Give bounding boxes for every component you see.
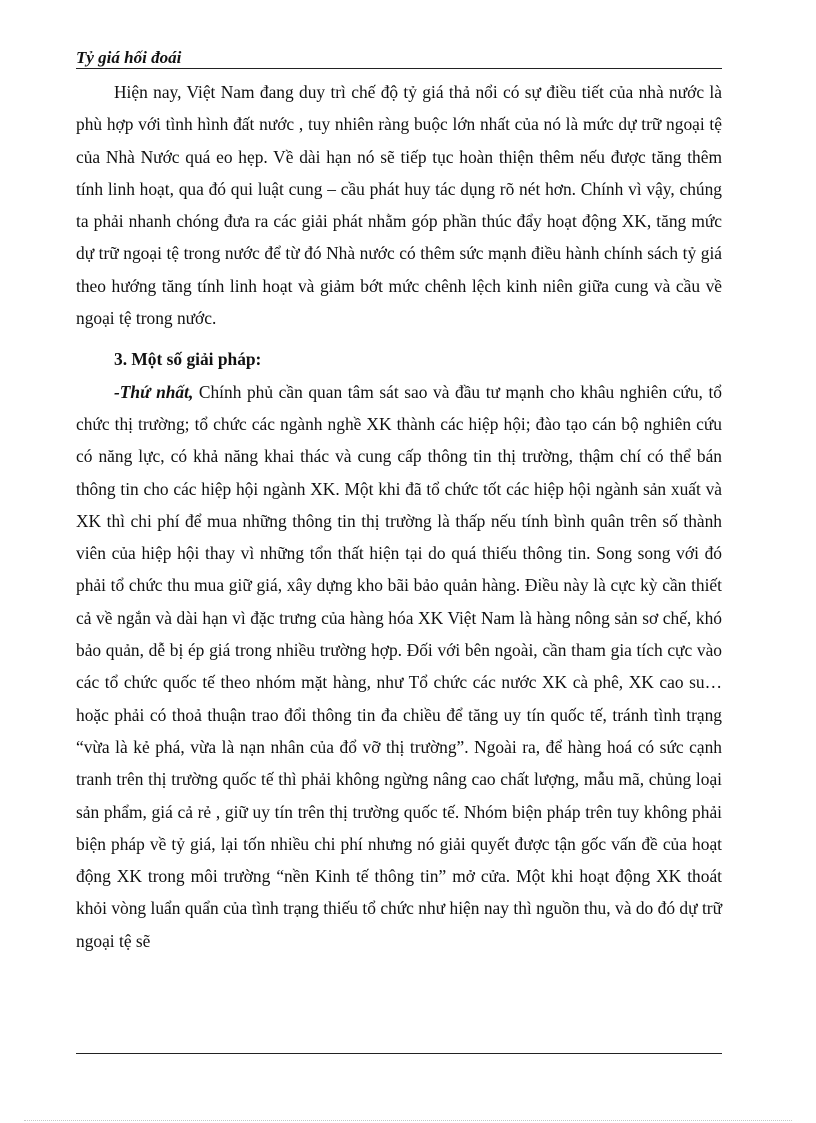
page-edge — [24, 1120, 792, 1121]
paragraph-lead: -Thứ nhất, — [114, 381, 194, 402]
paragraph-intro: Hiện nay, Việt Nam đang duy trì chế độ tỷ giá thả nổi có sự điều tiết của nhà nước là phù hợp với tình hình đất nước , tuy nhiên ràng buộc lớn nhất của nó là mức dự trữ ngoại tệ của Nhà Nước quá eo hẹp. Về dài hạn nó sẽ tiếp tục hoàn thiện thêm nếu được tăng thêm tính linh hoạt, qua đó qui luật cung – cầu phát huy tác dụng rõ nét hơn. Chính vì vậy, chúng ta phải nhanh chóng đưa ra các giải phát nhằm góp phần thúc đẩy hoạt động XK, tăng mức dự trữ ngoại tệ trong nước để từ đó Nhà nước có thêm sức mạnh điều hành chính sách tỷ giá theo hướng tăng tính linh hoạt và giảm bớt mức chênh lệch kinh niên giữa cung và cầu về ngoại tệ trong nước. — [76, 82, 722, 329]
section-heading: 3. Một số giải pháp: — [114, 349, 262, 370]
page-header — [76, 48, 722, 69]
paragraph-body: Chính phủ cần quan tâm sát sao và đầu tư mạnh cho khâu nghiên cứu, tổ chức thị trường; tổ chức các ngành nghề XK thành các hiệp hội; đào tạo cán bộ nghiên cứu có năng lực, có khả năng khai thác và cung cấp thông tin thị trường, thậm chí có thể bán thông tin cho các hiệp hội ngành XK. Một khi đã tổ chức tốt các hiệp hội ngành sản xuất và XK thì chi phí để mua những thông tin thị trường là thấp nếu tính bình quân trên số thành viên của hiệp hội thay vì những tổn thất hiện tại do quá thiếu thông tin. Song song với đó phải tổ chức thu mua giữ giá, xây dựng kho bãi bảo quản hàng. Điều này là cực kỳ cần thiết cả về ngắn và dài hạn vì đặc trưng của hàng hóa XK Việt Nam là hàng nông sản sơ chế, khó bảo quản, dễ bị ép giá trong nhiều trường hợp. Đối với bên ngoài, cần tham gia tích cực vào các tổ chức quốc tế theo nhóm mặt hàng, như Tổ chức các nước XK cà phê, XK cao su… hoặc phải có thoả thuận trao đổi thông tin đa chiều để tăng uy tín quốc tế, tránh tình trạng “vừa là kẻ phá, vừa là nạn nhân của đổ vỡ thị trường”. Ngoài ra, để hàng hoá có sức cạnh tranh trên thị trường quốc tế thì phải không ngừng nâng cao chất lượng, mẫu mã, chủng loại sản phẩm, giá cả rẻ , giữ uy tín trên thị trường quốc tế. Nhóm biện pháp trên tuy không phải biện pháp về tỷ giá, lại tốn nhiều chi phí nhưng nó giải quyết được tận gốc vấn đề của hoạt động XK trong môi trường “nền Kinh tế thông tin” mở cửa. Một khi hoạt động XK thoát khỏi vòng luẩn quẩn của tình trạng thiếu tổ chức như hiện nay thì nguồn thu, và do đó dự trữ ngoại tệ sẽ — [76, 381, 723, 951]
document-body — [76, 76, 722, 957]
header-title: Tỷ giá hối đoái — [76, 48, 182, 67]
footer-rule — [76, 1053, 722, 1054]
paragraph-solution-1 — [76, 376, 722, 957]
